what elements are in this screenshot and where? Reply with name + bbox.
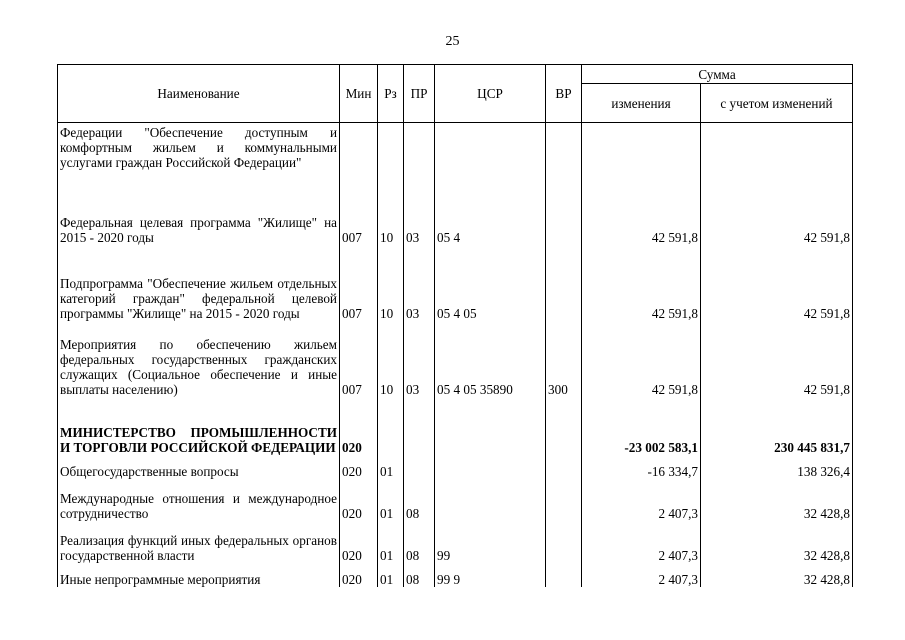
header-sum: Сумма <box>582 65 853 84</box>
row-rz: 10 <box>378 201 404 245</box>
row-pr: 08 <box>404 521 435 563</box>
row-total: 230 445 831,7 <box>701 397 853 455</box>
row-csr <box>435 123 546 201</box>
row-csr <box>435 397 546 455</box>
row-pr: 03 <box>404 201 435 245</box>
row-rz: 01 <box>378 563 404 587</box>
table-row <box>58 321 853 397</box>
row-csr: 99 9 <box>435 563 546 587</box>
row-csr: 05 4 05 35890 <box>435 321 546 397</box>
table-row <box>58 201 853 245</box>
row-change: -23 002 583,1 <box>582 397 701 455</box>
row-name: Федерации "Обеспечение доступным и комфортным жильем и коммунальными услугами граждан Российской Федерации" <box>58 123 340 201</box>
row-name: Мероприятия по обеспечению жильем федеральных государственных гражданских служащих (Социальное обеспечение и иные выплаты населению) <box>58 321 340 397</box>
row-name: Общегосударственные вопросы <box>58 455 340 479</box>
row-vr <box>546 479 582 521</box>
table-row <box>58 479 853 521</box>
row-name: Федеральная целевая программа "Жилище" на 2015 - 2020 годы <box>58 201 340 245</box>
table-row <box>58 397 853 455</box>
row-vr <box>546 455 582 479</box>
table-row <box>58 245 853 321</box>
row-vr <box>546 245 582 321</box>
header-change: изменения <box>582 84 701 123</box>
row-pr: 08 <box>404 479 435 521</box>
row-pr <box>404 123 435 201</box>
row-rz: 01 <box>378 521 404 563</box>
row-change: 2 407,3 <box>582 563 701 587</box>
row-rz <box>378 397 404 455</box>
header-with-change: с учетом изменений <box>701 84 853 123</box>
row-csr <box>435 455 546 479</box>
row-vr <box>546 397 582 455</box>
table-header <box>58 65 853 123</box>
row-csr <box>435 479 546 521</box>
row-rz: 01 <box>378 479 404 521</box>
row-rz: 10 <box>378 321 404 397</box>
row-total: 32 428,8 <box>701 479 853 521</box>
header-min: Мин <box>340 65 378 123</box>
row-name: Международные отношения и международное сотрудничество <box>58 479 340 521</box>
row-change: 2 407,3 <box>582 479 701 521</box>
row-min: 020 <box>340 397 378 455</box>
row-total: 42 591,8 <box>701 201 853 245</box>
header-rz: Рз <box>378 65 404 123</box>
header-vr: ВР <box>546 65 582 123</box>
row-pr: 03 <box>404 321 435 397</box>
row-change: 42 591,8 <box>582 321 701 397</box>
row-name: Подпрограмма "Обеспечение жильем отдельных категорий граждан" федеральной целевой программы "Жилище" на 2015 - 2020 годы <box>58 245 340 321</box>
row-total: 138 326,4 <box>701 455 853 479</box>
row-min: 020 <box>340 455 378 479</box>
row-min: 007 <box>340 245 378 321</box>
row-change: 42 591,8 <box>582 245 701 321</box>
header-name: Наименование <box>58 65 340 123</box>
row-csr: 99 <box>435 521 546 563</box>
row-pr <box>404 397 435 455</box>
table-row <box>58 455 853 479</box>
row-total: 32 428,8 <box>701 563 853 587</box>
row-csr: 05 4 <box>435 201 546 245</box>
row-pr: 08 <box>404 563 435 587</box>
row-change: 2 407,3 <box>582 521 701 563</box>
row-rz <box>378 123 404 201</box>
row-min <box>340 123 378 201</box>
row-total: 42 591,8 <box>701 321 853 397</box>
row-total: 42 591,8 <box>701 245 853 321</box>
row-change <box>582 123 701 201</box>
row-vr <box>546 563 582 587</box>
row-name: Иные непрограммные мероприятия <box>58 563 340 587</box>
header-pr: ПР <box>404 65 435 123</box>
table-row <box>58 563 853 587</box>
row-min: 020 <box>340 563 378 587</box>
page-number: 25 <box>445 34 460 49</box>
row-vr <box>546 201 582 245</box>
row-name: Реализация функций иных федеральных органов государственной власти <box>58 521 340 563</box>
budget-table <box>57 64 853 587</box>
row-vr: 300 <box>546 321 582 397</box>
table-row <box>58 123 853 201</box>
row-vr <box>546 521 582 563</box>
row-vr <box>546 123 582 201</box>
row-name: МИНИСТЕРСТВО ПРОМЫШЛЕННОСТИ И ТОРГОВЛИ РОССИЙСКОЙ ФЕДЕРАЦИИ <box>58 397 340 455</box>
row-total: 32 428,8 <box>701 521 853 563</box>
row-total <box>701 123 853 201</box>
row-change: 42 591,8 <box>582 201 701 245</box>
row-min: 020 <box>340 521 378 563</box>
row-change: -16 334,7 <box>582 455 701 479</box>
row-rz: 10 <box>378 245 404 321</box>
row-rz: 01 <box>378 455 404 479</box>
row-min: 007 <box>340 321 378 397</box>
row-pr <box>404 455 435 479</box>
table-row <box>58 521 853 563</box>
row-min: 007 <box>340 201 378 245</box>
row-min: 020 <box>340 479 378 521</box>
header-csr: ЦСР <box>435 65 546 123</box>
row-csr: 05 4 05 <box>435 245 546 321</box>
row-pr: 03 <box>404 245 435 321</box>
